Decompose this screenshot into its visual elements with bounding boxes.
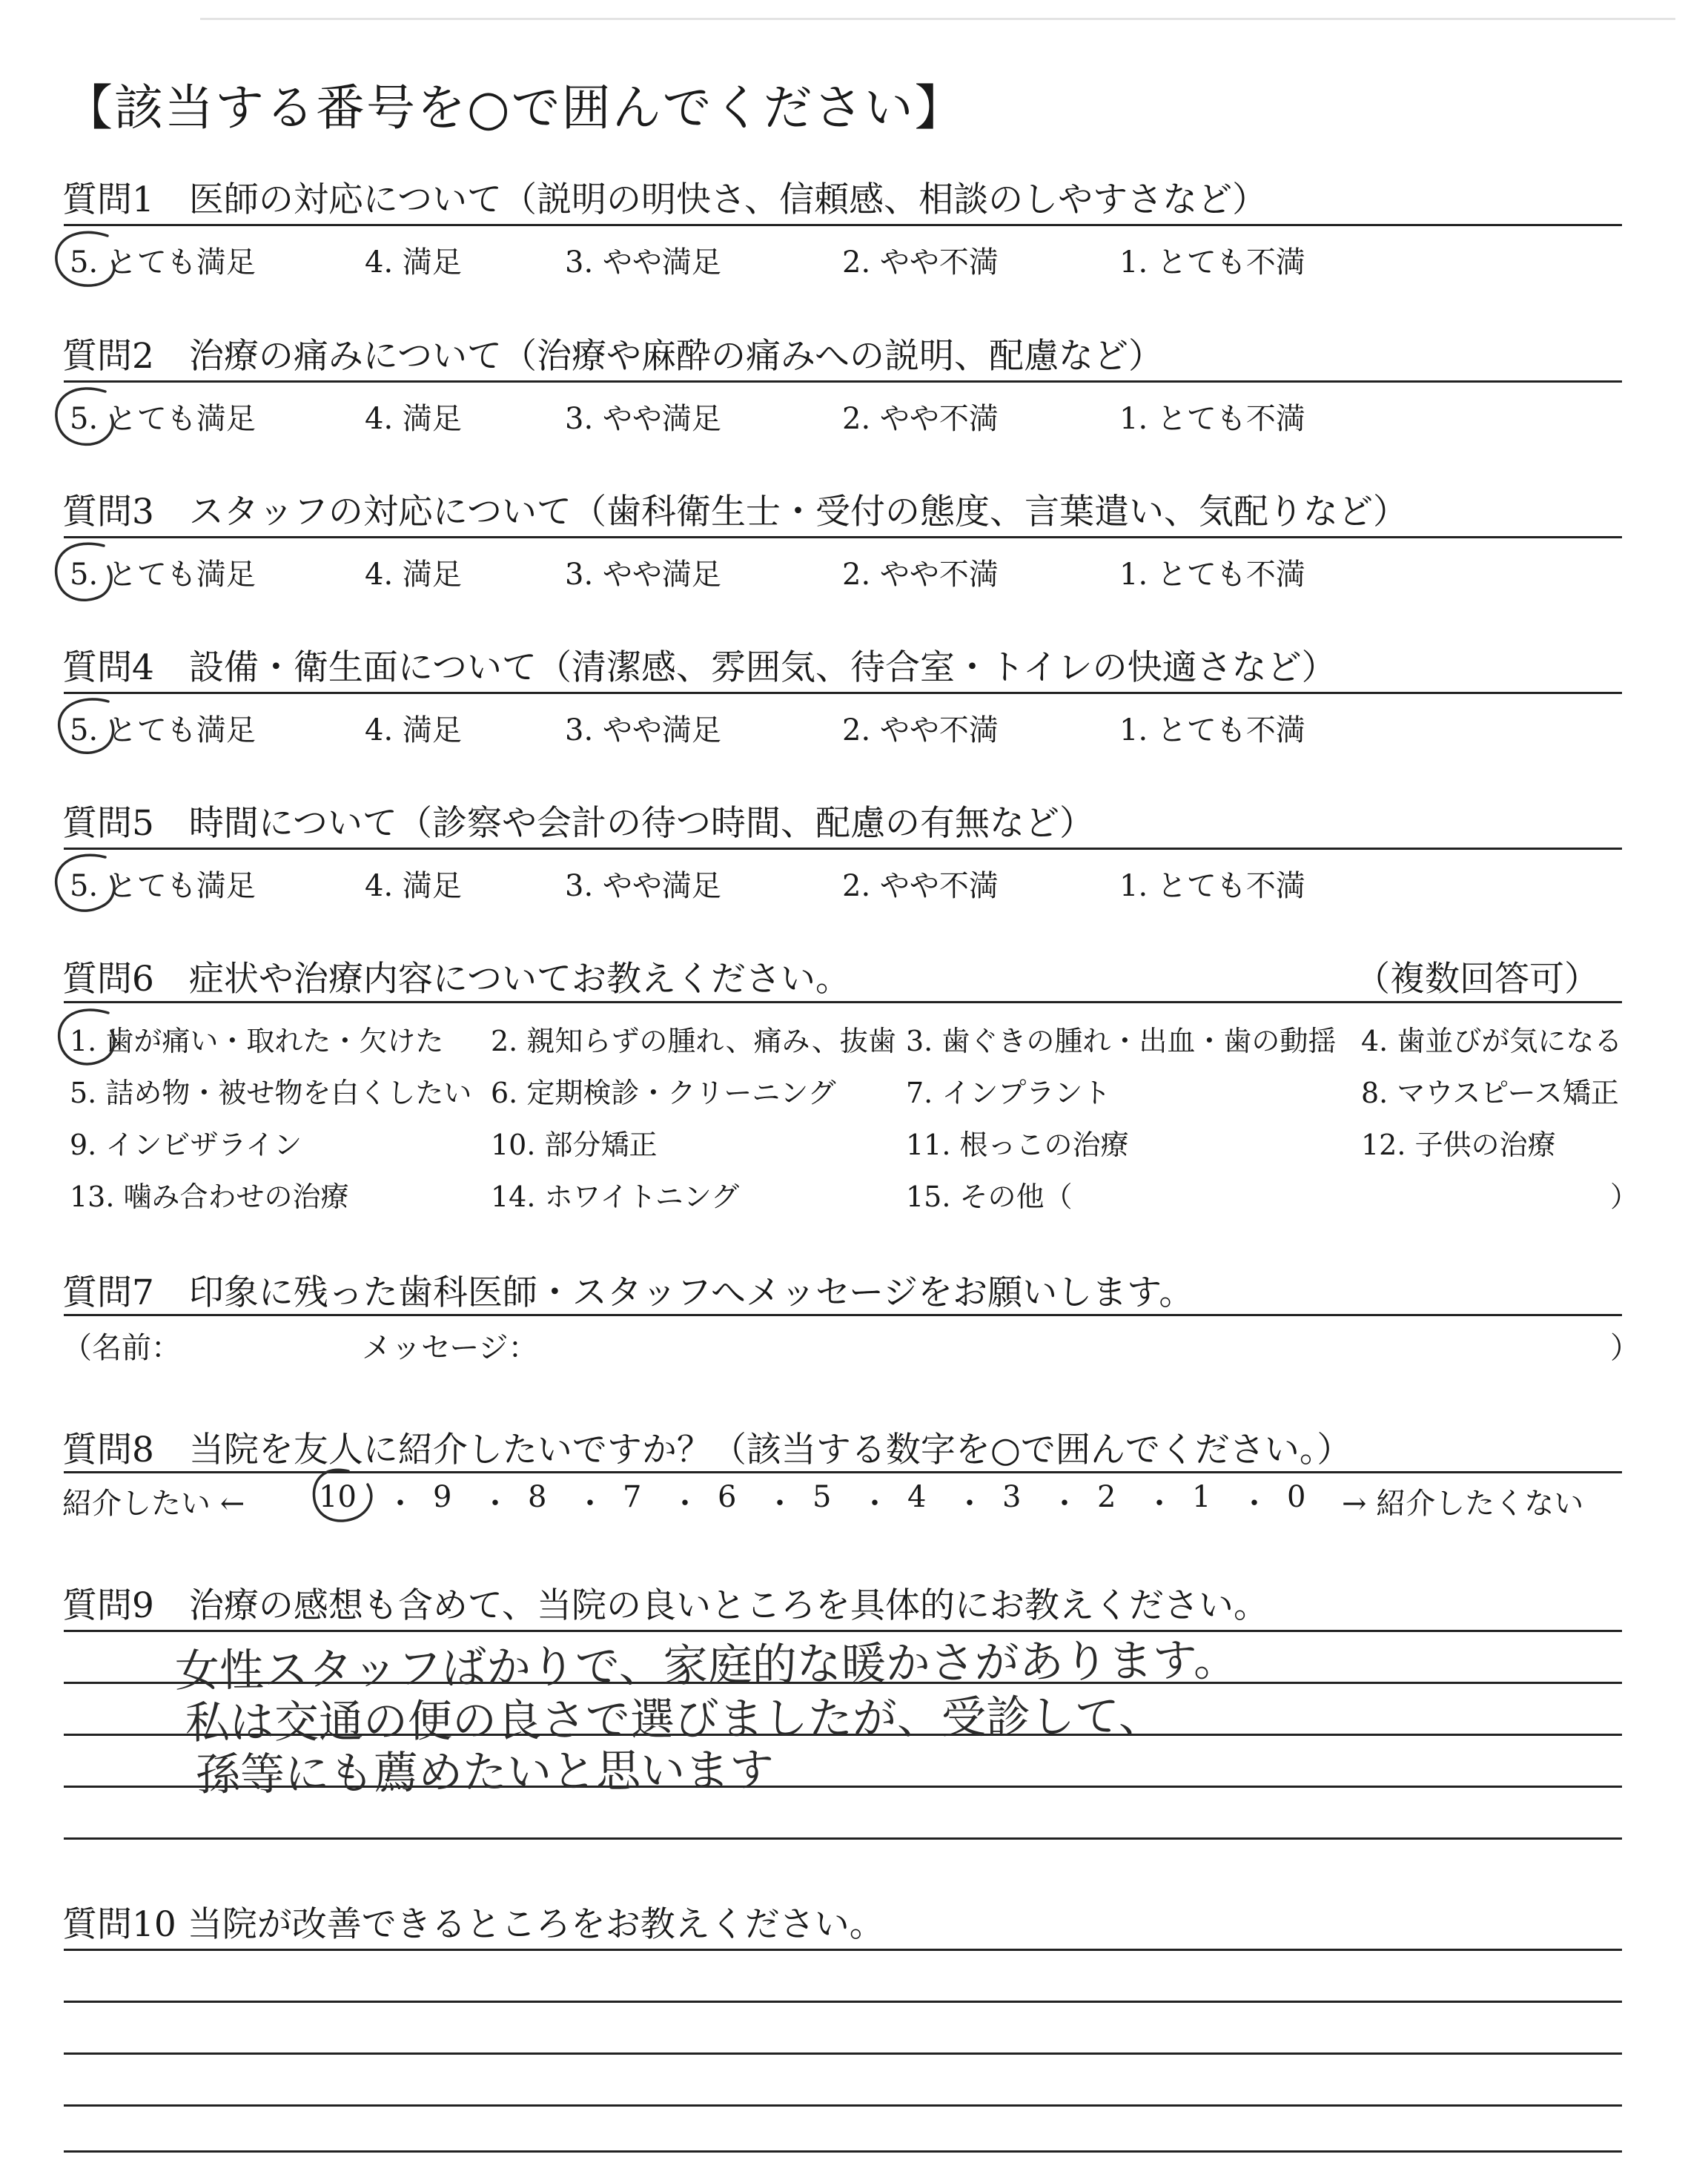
q8-scale-4[interactable]: 4 — [907, 1480, 927, 1514]
q8-scale-8[interactable]: 8 — [528, 1480, 547, 1514]
q2-option-2[interactable]: 2. やや不満 — [842, 402, 999, 436]
q8-title: 質問8 当院を友人に紹介したいですか？（該当する数字を○で囲んでください。） — [62, 1430, 1352, 1470]
q6-option-11[interactable]: 11. 根っこの治療 — [906, 1129, 1129, 1161]
q5-rule — [64, 848, 1622, 850]
scan-edge — [200, 18, 1675, 20]
q6-option-15[interactable]: 15. その他（ — [906, 1180, 1073, 1213]
q1-option-2[interactable]: 2. やや不満 — [842, 245, 999, 280]
q8-scale-6[interactable]: 6 — [718, 1480, 737, 1514]
q8-separator: ・ — [955, 1487, 984, 1521]
q6-option-9[interactable]: 9. インビザライン — [70, 1129, 302, 1161]
q9-answer-line-1: 女性スタッフばかりで、家庭的な暖かさがあります。 — [174, 1634, 1239, 1697]
q8-separator: ・ — [385, 1487, 415, 1521]
q8-scale-5[interactable]: 5 — [812, 1480, 832, 1514]
q8-separator: ・ — [765, 1487, 795, 1521]
q6-option-15-close: ） — [1610, 1180, 1639, 1213]
q4-rule — [64, 692, 1622, 694]
q7-message-label: メッセージ： — [362, 1331, 538, 1365]
q4-title: 質問4 設備・衛生面について（清潔感、雰囲気、待合室・トイレの快適さなど） — [62, 647, 1337, 688]
q6-option-6[interactable]: 6. 定期検診・クリーニング — [491, 1077, 836, 1109]
q8-separator: ・ — [1145, 1487, 1174, 1521]
q3-option-5[interactable]: 5. とても満足 — [70, 558, 256, 592]
q6-option-14[interactable]: 14. ホワイトニング — [491, 1180, 740, 1213]
q7-name-label: （名前： — [62, 1331, 181, 1365]
q6-multiple-note: （複数回答可） — [1355, 959, 1599, 1000]
q7-message-field[interactable] — [563, 1324, 1586, 1361]
q8-left-label: 紹介したい ← — [62, 1487, 245, 1521]
q1-option-4[interactable]: 4. 満足 — [365, 245, 462, 280]
q1-option-3[interactable]: 3. やや満足 — [565, 245, 721, 280]
q6-rule — [64, 1001, 1622, 1003]
q5-option-1[interactable]: 1. とても不満 — [1119, 869, 1305, 903]
q2-option-5[interactable]: 5. とても満足 — [70, 402, 256, 436]
q7-close: ） — [1610, 1331, 1640, 1365]
q3-title: 質問3 スタッフの対応について（歯科衛生士・受付の態度、言葉遣い、気配りなど） — [62, 492, 1408, 532]
q8-scale-10[interactable]: 10 — [319, 1480, 357, 1514]
q6-option-5[interactable]: 5. 詰め物・被せ物を白くしたい — [70, 1077, 472, 1109]
q2-option-4[interactable]: 4. 満足 — [365, 402, 462, 436]
q6-option-10[interactable]: 10. 部分矯正 — [491, 1129, 658, 1161]
q8-right-label: → 紹介したくない — [1342, 1487, 1584, 1521]
q7-title: 質問7 印象に残った歯科医師・スタッフへメッセージをお願いします。 — [62, 1272, 1194, 1313]
q10-rule-2 — [64, 2001, 1622, 2003]
page-title: 【該当する番号を○で囲んでください】 — [64, 79, 965, 136]
q8-rule — [64, 1471, 1622, 1473]
q6-option-1[interactable]: 1. 歯が痛い・取れた・欠けた — [70, 1025, 444, 1057]
q6-option-4[interactable]: 4. 歯並びが気になる — [1361, 1025, 1623, 1057]
q6-option-7[interactable]: 7. インプラント — [906, 1077, 1111, 1109]
q5-option-4[interactable]: 4. 満足 — [365, 869, 462, 903]
q3-option-4[interactable]: 4. 満足 — [365, 558, 462, 592]
q2-option-3[interactable]: 3. やや満足 — [565, 402, 721, 436]
q6-option-3[interactable]: 3. 歯ぐきの腫れ・出血・歯の動揺 — [906, 1025, 1337, 1057]
q8-scale-0[interactable]: 0 — [1287, 1480, 1306, 1514]
q7-rule — [64, 1314, 1622, 1316]
q9-answer-line-3: 孫等にも薦めたいと思います — [195, 1744, 775, 1801]
q8-separator: ・ — [860, 1487, 890, 1521]
q6-option-8[interactable]: 8. マウスピース矯正 — [1361, 1077, 1619, 1109]
q2-title: 質問2 治療の痛みについて（治療や麻酔の痛みへの説明、配慮など） — [62, 336, 1164, 377]
q4-option-2[interactable]: 2. やや不満 — [842, 713, 999, 747]
q10-title: 質問10 当院が改善できるところをお教えください。 — [62, 1904, 884, 1945]
q2-option-1[interactable]: 1. とても不満 — [1119, 402, 1305, 436]
q6-option-13[interactable]: 13. 噛み合わせの治療 — [70, 1180, 349, 1213]
q2-rule — [64, 380, 1622, 383]
q8-separator: ・ — [670, 1487, 700, 1521]
q10-rule-3 — [64, 2052, 1622, 2055]
q9-title: 質問9 治療の感想も含めて、当院の良いところを具体的にお教えください。 — [62, 1585, 1268, 1626]
q5-option-2[interactable]: 2. やや不満 — [842, 869, 999, 903]
q6-option-12[interactable]: 12. 子供の治療 — [1361, 1129, 1556, 1161]
q4-option-4[interactable]: 4. 満足 — [365, 713, 462, 747]
q1-option-5[interactable]: 5. とても満足 — [70, 245, 256, 280]
q5-title: 質問5 時間について（診察や会計の待つ時間、配慮の有無など） — [62, 803, 1094, 844]
q3-option-3[interactable]: 3. やや満足 — [565, 558, 721, 592]
q10-rule-4 — [64, 2104, 1622, 2107]
q8-separator: ・ — [1239, 1487, 1269, 1521]
q3-option-2[interactable]: 2. やや不満 — [842, 558, 999, 592]
q8-separator: ・ — [575, 1487, 605, 1521]
q1-option-1[interactable]: 1. とても不満 — [1119, 245, 1305, 280]
q8-separator: ・ — [480, 1487, 510, 1521]
q4-option-1[interactable]: 1. とても不満 — [1119, 713, 1305, 747]
q8-scale-2[interactable]: 2 — [1097, 1480, 1116, 1514]
q5-option-3[interactable]: 3. やや満足 — [565, 869, 721, 903]
q1-title: 質問1 医師の対応について（説明の明快さ、信頼感、相談のしやすさなど） — [62, 179, 1268, 220]
q8-separator: ・ — [1050, 1487, 1079, 1521]
q10-rule-1 — [64, 1949, 1622, 1951]
q6-option-2[interactable]: 2. 親知らずの腫れ、痛み、抜歯 — [491, 1025, 896, 1057]
q1-rule — [64, 224, 1622, 226]
q3-rule — [64, 536, 1622, 538]
q3-option-1[interactable]: 1. とても不満 — [1119, 558, 1305, 592]
q8-scale-3[interactable]: 3 — [1002, 1480, 1022, 1514]
q6-title: 質問6 症状や治療内容についてお教えください。 — [62, 959, 850, 1000]
q4-option-3[interactable]: 3. やや満足 — [565, 713, 721, 747]
q10-rule-5 — [64, 2150, 1622, 2153]
q8-scale-9[interactable]: 9 — [433, 1480, 452, 1514]
q9-rule-5 — [64, 1837, 1622, 1840]
q4-option-5[interactable]: 5. とても満足 — [70, 713, 256, 747]
q8-scale-7[interactable]: 7 — [623, 1480, 642, 1514]
q5-option-5[interactable]: 5. とても満足 — [70, 869, 256, 903]
q8-scale-1[interactable]: 1 — [1192, 1480, 1211, 1514]
q9-answer-line-2: 私は交通の便の良さで選びましたが、受診して、 — [185, 1690, 1164, 1749]
